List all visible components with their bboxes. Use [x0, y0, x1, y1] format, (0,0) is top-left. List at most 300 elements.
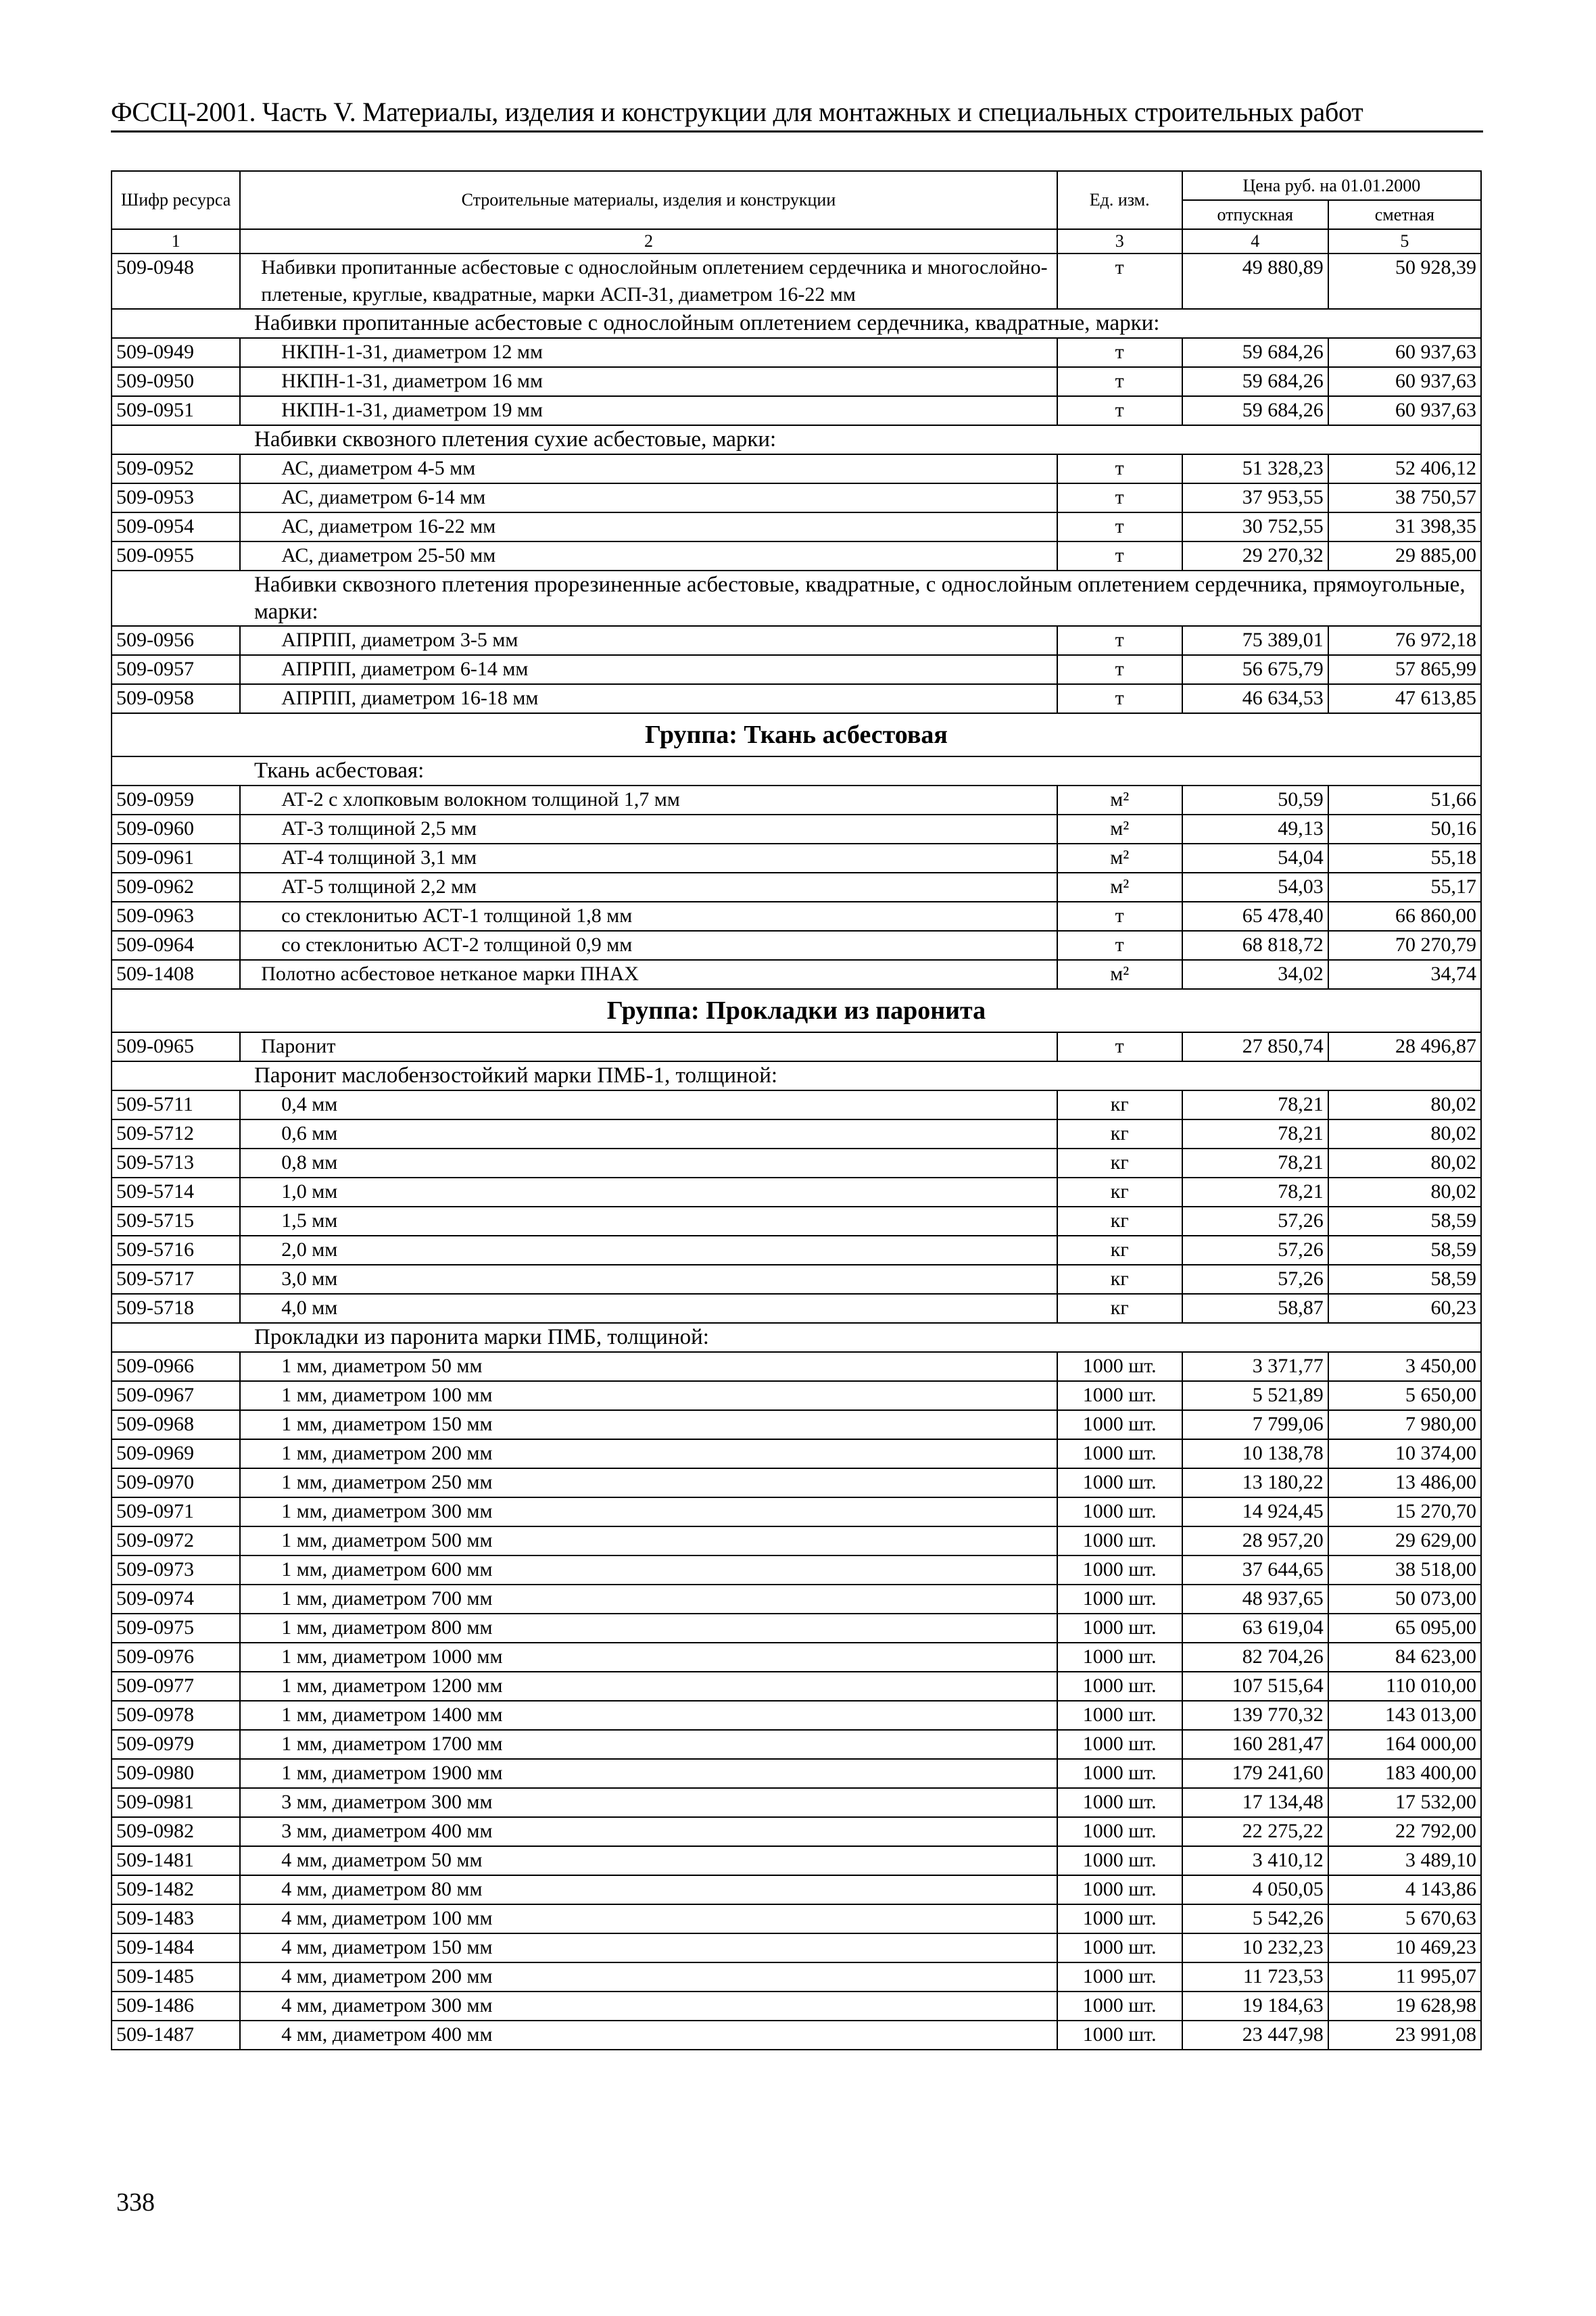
group-row [112, 713, 1481, 756]
price-release: 57,26 [1182, 1207, 1328, 1236]
unit: 1000 шт. [1057, 1381, 1182, 1410]
item-name: 4 мм, диаметром 150 мм [240, 1933, 1057, 1962]
unit: 1000 шт. [1057, 1614, 1182, 1643]
price-release: 65 478,40 [1182, 902, 1328, 931]
price-estimate: 15 270,70 [1328, 1497, 1481, 1526]
resource-code: 509-0957 [112, 655, 240, 684]
resource-code: 509-0953 [112, 483, 240, 512]
table-row [112, 1032, 1481, 1061]
table-row [112, 2021, 1481, 2050]
resource-code: 509-0951 [112, 396, 240, 425]
resource-code: 509-0952 [112, 454, 240, 483]
item-name: АПРПП, диаметром 16-18 мм [240, 684, 1057, 713]
unit: кг [1057, 1178, 1182, 1207]
table-row [112, 254, 1481, 309]
price-release: 3 410,12 [1182, 1846, 1328, 1875]
resource-code: 509-0959 [112, 786, 240, 815]
unit: 1000 шт. [1057, 1904, 1182, 1933]
price-release: 5 542,26 [1182, 1904, 1328, 1933]
item-name: Полотно асбестовое нетканое марки ПНАХ [240, 960, 1057, 989]
price-release: 49,13 [1182, 815, 1328, 844]
price-release: 139 770,32 [1182, 1701, 1328, 1730]
table-row [112, 931, 1481, 960]
unit: кг [1057, 1119, 1182, 1149]
subsection-row [112, 1061, 1481, 1090]
unit: 1000 шт. [1057, 1497, 1182, 1526]
unit: 1000 шт. [1057, 1555, 1182, 1585]
price-estimate: 60 937,63 [1328, 338, 1481, 367]
unit: 1000 шт. [1057, 1788, 1182, 1817]
price-estimate: 143 013,00 [1328, 1701, 1481, 1730]
price-release: 10 138,78 [1182, 1439, 1328, 1468]
price-release: 34,02 [1182, 960, 1328, 989]
item-name: 3,0 мм [240, 1265, 1057, 1294]
price-estimate: 84 623,00 [1328, 1643, 1481, 1672]
table-row [112, 902, 1481, 931]
price-estimate: 51,66 [1328, 786, 1481, 815]
price-release: 57,26 [1182, 1265, 1328, 1294]
resource-code: 509-5714 [112, 1178, 240, 1207]
price-release: 22 275,22 [1182, 1817, 1328, 1846]
unit: 1000 шт. [1057, 1992, 1182, 2021]
price-release: 7 799,06 [1182, 1410, 1328, 1439]
unit: 1000 шт. [1057, 1730, 1182, 1759]
table-row [112, 1962, 1481, 1992]
resource-code: 509-0973 [112, 1555, 240, 1585]
table-row [112, 1265, 1481, 1294]
resource-code: 509-0982 [112, 1817, 240, 1846]
resource-code: 509-1483 [112, 1904, 240, 1933]
price-estimate: 38 518,00 [1328, 1555, 1481, 1585]
resource-code: 509-0974 [112, 1585, 240, 1614]
unit: т [1057, 1032, 1182, 1061]
item-name: Паронит [240, 1032, 1057, 1061]
price-estimate: 11 995,07 [1328, 1962, 1481, 1992]
table-row [112, 454, 1481, 483]
resource-code: 509-0968 [112, 1410, 240, 1439]
price-estimate: 183 400,00 [1328, 1759, 1481, 1788]
item-name: 1 мм, диаметром 1700 мм [240, 1730, 1057, 1759]
resource-code: 509-0975 [112, 1614, 240, 1643]
table-row [112, 367, 1481, 396]
unit: 1000 шт. [1057, 1875, 1182, 1904]
unit: т [1057, 483, 1182, 512]
unit: м² [1057, 844, 1182, 873]
column-number-row [112, 229, 1481, 254]
price-estimate: 38 750,57 [1328, 483, 1481, 512]
unit: 1000 шт. [1057, 1701, 1182, 1730]
item-name: 1 мм, диаметром 700 мм [240, 1585, 1057, 1614]
unit: кг [1057, 1236, 1182, 1265]
table-row [112, 1294, 1481, 1323]
price-estimate: 10 374,00 [1328, 1439, 1481, 1468]
resource-code: 509-0956 [112, 626, 240, 655]
resource-code: 509-0970 [112, 1468, 240, 1497]
resource-code: 509-0965 [112, 1032, 240, 1061]
price-estimate: 60 937,63 [1328, 396, 1481, 425]
table-row [112, 1846, 1481, 1875]
item-name: НКПН-1-31, диаметром 12 мм [240, 338, 1057, 367]
unit: т [1057, 626, 1182, 655]
resource-code: 509-0958 [112, 684, 240, 713]
table-row [112, 786, 1481, 815]
price-release: 29 270,32 [1182, 541, 1328, 571]
resource-code: 509-0954 [112, 512, 240, 541]
unit: 1000 шт. [1057, 1643, 1182, 1672]
table-row [112, 1381, 1481, 1410]
price-release: 28 957,20 [1182, 1526, 1328, 1555]
item-name: 1 мм, диаметром 1400 мм [240, 1701, 1057, 1730]
unit: м² [1057, 815, 1182, 844]
price-estimate: 80,02 [1328, 1090, 1481, 1119]
item-name: 0,4 мм [240, 1090, 1057, 1119]
table-row [112, 512, 1481, 541]
price-estimate: 5 650,00 [1328, 1381, 1481, 1410]
unit: 1000 шт. [1057, 1962, 1182, 1992]
column-number: 4 [1182, 229, 1328, 254]
table-row [112, 1614, 1481, 1643]
price-estimate: 57 865,99 [1328, 655, 1481, 684]
item-name: 1 мм, диаметром 300 мм [240, 1497, 1057, 1526]
unit: кг [1057, 1294, 1182, 1323]
price-table [111, 170, 1482, 2050]
price-estimate: 80,02 [1328, 1149, 1481, 1178]
price-estimate: 70 270,79 [1328, 931, 1481, 960]
unit: т [1057, 396, 1182, 425]
price-estimate: 65 095,00 [1328, 1614, 1481, 1643]
price-estimate: 23 991,08 [1328, 2021, 1481, 2050]
item-name: АТ-4 толщиной 3,1 мм [240, 844, 1057, 873]
resource-code: 509-1408 [112, 960, 240, 989]
price-estimate: 58,59 [1328, 1207, 1481, 1236]
table-row [112, 1643, 1481, 1672]
price-estimate: 60 937,63 [1328, 367, 1481, 396]
price-release: 78,21 [1182, 1149, 1328, 1178]
column-header-unit: Ед. изм. [1057, 171, 1182, 229]
table-row [112, 1439, 1481, 1468]
resource-code: 509-0964 [112, 931, 240, 960]
price-estimate: 22 792,00 [1328, 1817, 1481, 1846]
table-row [112, 1207, 1481, 1236]
column-number: 1 [112, 229, 240, 254]
item-name: 1 мм, диаметром 50 мм [240, 1352, 1057, 1381]
price-release: 4 050,05 [1182, 1875, 1328, 1904]
price-estimate: 29 629,00 [1328, 1526, 1481, 1555]
resource-code: 509-1487 [112, 2021, 240, 2050]
subsection-title: Паронит маслобензостойкий марки ПМБ-1, толщиной: [112, 1061, 1481, 1090]
item-name: 4 мм, диаметром 100 мм [240, 1904, 1057, 1933]
unit: т [1057, 902, 1182, 931]
subsection-row [112, 756, 1481, 786]
resource-code: 509-0961 [112, 844, 240, 873]
group-title: Группа: Ткань асбестовая [112, 713, 1481, 756]
table-row [112, 1236, 1481, 1265]
price-release: 54,04 [1182, 844, 1328, 873]
resource-code: 509-0979 [112, 1730, 240, 1759]
price-release: 5 521,89 [1182, 1381, 1328, 1410]
resource-code: 509-0966 [112, 1352, 240, 1381]
group-row [112, 989, 1481, 1032]
price-release: 78,21 [1182, 1178, 1328, 1207]
price-release: 57,26 [1182, 1236, 1328, 1265]
item-name: 1 мм, диаметром 200 мм [240, 1439, 1057, 1468]
item-name: 1 мм, диаметром 1000 мм [240, 1643, 1057, 1672]
subsection-title: Набивки пропитанные асбестовые с однослойным оплетением сердечника, квадратные, марки: [112, 309, 1481, 338]
unit: т [1057, 931, 1182, 960]
table-row [112, 1817, 1481, 1846]
price-estimate: 7 980,00 [1328, 1410, 1481, 1439]
table-row [112, 1090, 1481, 1119]
price-release: 107 515,64 [1182, 1672, 1328, 1701]
table-row [112, 1759, 1481, 1788]
price-release: 160 281,47 [1182, 1730, 1328, 1759]
table-row [112, 684, 1481, 713]
price-estimate: 10 469,23 [1328, 1933, 1481, 1962]
price-release: 82 704,26 [1182, 1643, 1328, 1672]
table-row [112, 1352, 1481, 1381]
table-row [112, 396, 1481, 425]
unit: 1000 шт. [1057, 1759, 1182, 1788]
price-estimate: 55,18 [1328, 844, 1481, 873]
price-release: 68 818,72 [1182, 931, 1328, 960]
resource-code: 509-0981 [112, 1788, 240, 1817]
resource-code: 509-0980 [112, 1759, 240, 1788]
price-release: 3 371,77 [1182, 1352, 1328, 1381]
price-estimate: 55,17 [1328, 873, 1481, 902]
unit: 1000 шт. [1057, 1585, 1182, 1614]
item-name: АПРПП, диаметром 3-5 мм [240, 626, 1057, 655]
resource-code: 509-5718 [112, 1294, 240, 1323]
price-estimate: 164 000,00 [1328, 1730, 1481, 1759]
price-release: 19 184,63 [1182, 1992, 1328, 2021]
resource-code: 509-5712 [112, 1119, 240, 1149]
price-release: 13 180,22 [1182, 1468, 1328, 1497]
price-estimate: 66 860,00 [1328, 902, 1481, 931]
table-row [112, 655, 1481, 684]
item-name: АТ-5 толщиной 2,2 мм [240, 873, 1057, 902]
table-row [112, 1526, 1481, 1555]
resource-code: 509-0948 [112, 254, 240, 309]
subsection-title: Набивки сквозного плетения сухие асбестовые, марки: [112, 425, 1481, 454]
price-release: 63 619,04 [1182, 1614, 1328, 1643]
item-name: 4 мм, диаметром 400 мм [240, 2021, 1057, 2050]
column-number: 5 [1328, 229, 1481, 254]
column-number: 3 [1057, 229, 1182, 254]
column-header-price-group: Цена руб. на 01.01.2000 [1182, 171, 1481, 200]
subsection-row [112, 309, 1481, 338]
price-release: 56 675,79 [1182, 655, 1328, 684]
item-name: со стеклонитью АСТ-1 толщиной 1,8 мм [240, 902, 1057, 931]
item-name: 0,6 мм [240, 1119, 1057, 1149]
unit: т [1057, 454, 1182, 483]
subsection-row [112, 1323, 1481, 1352]
unit: т [1057, 541, 1182, 571]
price-release: 30 752,55 [1182, 512, 1328, 541]
column-header-name: Строительные материалы, изделия и конструкции [240, 171, 1057, 229]
price-release: 17 134,48 [1182, 1788, 1328, 1817]
price-estimate: 19 628,98 [1328, 1992, 1481, 2021]
table-row [112, 626, 1481, 655]
price-release: 179 241,60 [1182, 1759, 1328, 1788]
unit: 1000 шт. [1057, 1933, 1182, 1962]
item-name: АС, диаметром 25-50 мм [240, 541, 1057, 571]
table-row [112, 844, 1481, 873]
unit: м² [1057, 873, 1182, 902]
unit: 1000 шт. [1057, 1352, 1182, 1381]
page-header-title: ФССЦ-2001. Часть V. Материалы, изделия и конструкции для монтажных и специальных строительных работ [111, 96, 1483, 132]
item-name: АС, диаметром 4-5 мм [240, 454, 1057, 483]
resource-code: 509-0963 [112, 902, 240, 931]
subsection-title: Набивки сквозного плетения прорезиненные асбестовые, квадратные, с однослойным оплетением сердечника, прямоугольные, марки: [112, 571, 1481, 626]
price-release: 54,03 [1182, 873, 1328, 902]
table-row [112, 1701, 1481, 1730]
item-name: АТ-3 толщиной 2,5 мм [240, 815, 1057, 844]
unit: 1000 шт. [1057, 2021, 1182, 2050]
price-release: 37 644,65 [1182, 1555, 1328, 1585]
column-number: 2 [240, 229, 1057, 254]
unit: 1000 шт. [1057, 1846, 1182, 1875]
price-estimate: 17 532,00 [1328, 1788, 1481, 1817]
price-release: 58,87 [1182, 1294, 1328, 1323]
resource-code: 509-0960 [112, 815, 240, 844]
resource-code: 509-1484 [112, 1933, 240, 1962]
price-release: 11 723,53 [1182, 1962, 1328, 1992]
unit: м² [1057, 786, 1182, 815]
price-estimate: 50 928,39 [1328, 254, 1481, 309]
table-row [112, 541, 1481, 571]
resource-code: 509-5716 [112, 1236, 240, 1265]
subsection-title: Прокладки из паронита марки ПМБ, толщиной: [112, 1323, 1481, 1352]
price-estimate: 80,02 [1328, 1178, 1481, 1207]
table-row [112, 338, 1481, 367]
price-estimate: 4 143,86 [1328, 1875, 1481, 1904]
item-name: 4,0 мм [240, 1294, 1057, 1323]
item-name: АПРПП, диаметром 6-14 мм [240, 655, 1057, 684]
item-name: 4 мм, диаметром 300 мм [240, 1992, 1057, 2021]
resource-code: 509-0972 [112, 1526, 240, 1555]
item-name: 0,8 мм [240, 1149, 1057, 1178]
price-release: 27 850,74 [1182, 1032, 1328, 1061]
resource-code: 509-0950 [112, 367, 240, 396]
resource-code: 509-0971 [112, 1497, 240, 1526]
unit: кг [1057, 1207, 1182, 1236]
price-release: 49 880,89 [1182, 254, 1328, 309]
price-estimate: 28 496,87 [1328, 1032, 1481, 1061]
price-estimate: 50,16 [1328, 815, 1481, 844]
price-estimate: 110 010,00 [1328, 1672, 1481, 1701]
price-estimate: 13 486,00 [1328, 1468, 1481, 1497]
price-estimate: 80,02 [1328, 1119, 1481, 1149]
price-release: 23 447,98 [1182, 2021, 1328, 2050]
table-row [112, 1178, 1481, 1207]
item-name: 2,0 мм [240, 1236, 1057, 1265]
resource-code: 509-5713 [112, 1149, 240, 1178]
unit: т [1057, 684, 1182, 713]
price-release: 37 953,55 [1182, 483, 1328, 512]
resource-code: 509-5715 [112, 1207, 240, 1236]
price-release: 75 389,01 [1182, 626, 1328, 655]
table-row [112, 873, 1481, 902]
table-row [112, 1904, 1481, 1933]
column-header-price-estimate: сметная [1328, 200, 1481, 229]
resource-code: 509-0955 [112, 541, 240, 571]
unit: 1000 шт. [1057, 1410, 1182, 1439]
item-name: 1 мм, диаметром 250 мм [240, 1468, 1057, 1497]
price-estimate: 58,59 [1328, 1265, 1481, 1294]
resource-code: 509-0978 [112, 1701, 240, 1730]
price-estimate: 58,59 [1328, 1236, 1481, 1265]
table-row [112, 960, 1481, 989]
resource-code: 509-1486 [112, 1992, 240, 2021]
price-release: 59 684,26 [1182, 396, 1328, 425]
table-row [112, 1788, 1481, 1817]
table-header-row [112, 171, 1481, 200]
table-row [112, 483, 1481, 512]
item-name: Набивки пропитанные асбестовые с однослойным оплетением сердечника и многослойно-плетеные, круглые, квадратные, марки АСП-31, диаметром 16-22 мм [240, 254, 1057, 309]
subsection-row [112, 425, 1481, 454]
item-name: АС, диаметром 6-14 мм [240, 483, 1057, 512]
price-release: 46 634,53 [1182, 684, 1328, 713]
price-release: 10 232,23 [1182, 1933, 1328, 1962]
table-row [112, 1672, 1481, 1701]
item-name: 1 мм, диаметром 600 мм [240, 1555, 1057, 1585]
price-estimate: 60,23 [1328, 1294, 1481, 1323]
item-name: 4 мм, диаметром 80 мм [240, 1875, 1057, 1904]
price-estimate: 29 885,00 [1328, 541, 1481, 571]
group-title: Группа: Прокладки из паронита [112, 989, 1481, 1032]
price-estimate: 3 450,00 [1328, 1352, 1481, 1381]
unit: м² [1057, 960, 1182, 989]
table-row [112, 1149, 1481, 1178]
item-name: АТ-2 с хлопковым волокном толщиной 1,7 мм [240, 786, 1057, 815]
table-row [112, 1992, 1481, 2021]
unit: т [1057, 655, 1182, 684]
resource-code: 509-0976 [112, 1643, 240, 1672]
price-release: 51 328,23 [1182, 454, 1328, 483]
table-row [112, 815, 1481, 844]
item-name: АС, диаметром 16-22 мм [240, 512, 1057, 541]
price-release: 78,21 [1182, 1090, 1328, 1119]
item-name: 3 мм, диаметром 300 мм [240, 1788, 1057, 1817]
table-row [112, 1555, 1481, 1585]
unit: кг [1057, 1149, 1182, 1178]
resource-code: 509-1485 [112, 1962, 240, 1992]
table-row [112, 1497, 1481, 1526]
table-row [112, 1875, 1481, 1904]
unit: т [1057, 512, 1182, 541]
unit: 1000 шт. [1057, 1672, 1182, 1701]
item-name: 1 мм, диаметром 100 мм [240, 1381, 1057, 1410]
subsection-title: Ткань асбестовая: [112, 756, 1481, 786]
price-estimate: 50 073,00 [1328, 1585, 1481, 1614]
price-estimate: 3 489,10 [1328, 1846, 1481, 1875]
table-body [112, 254, 1481, 2050]
price-estimate: 47 613,85 [1328, 684, 1481, 713]
item-name: 3 мм, диаметром 400 мм [240, 1817, 1057, 1846]
item-name: 1 мм, диаметром 1900 мм [240, 1759, 1057, 1788]
resource-code: 509-1482 [112, 1875, 240, 1904]
resource-code: 509-1481 [112, 1846, 240, 1875]
resource-code: 509-0967 [112, 1381, 240, 1410]
resource-code: 509-0977 [112, 1672, 240, 1701]
table-row [112, 1468, 1481, 1497]
price-release: 78,21 [1182, 1119, 1328, 1149]
item-name: 1 мм, диаметром 800 мм [240, 1614, 1057, 1643]
column-header-price-release: отпускная [1182, 200, 1328, 229]
unit: т [1057, 338, 1182, 367]
price-estimate: 76 972,18 [1328, 626, 1481, 655]
price-estimate: 34,74 [1328, 960, 1481, 989]
